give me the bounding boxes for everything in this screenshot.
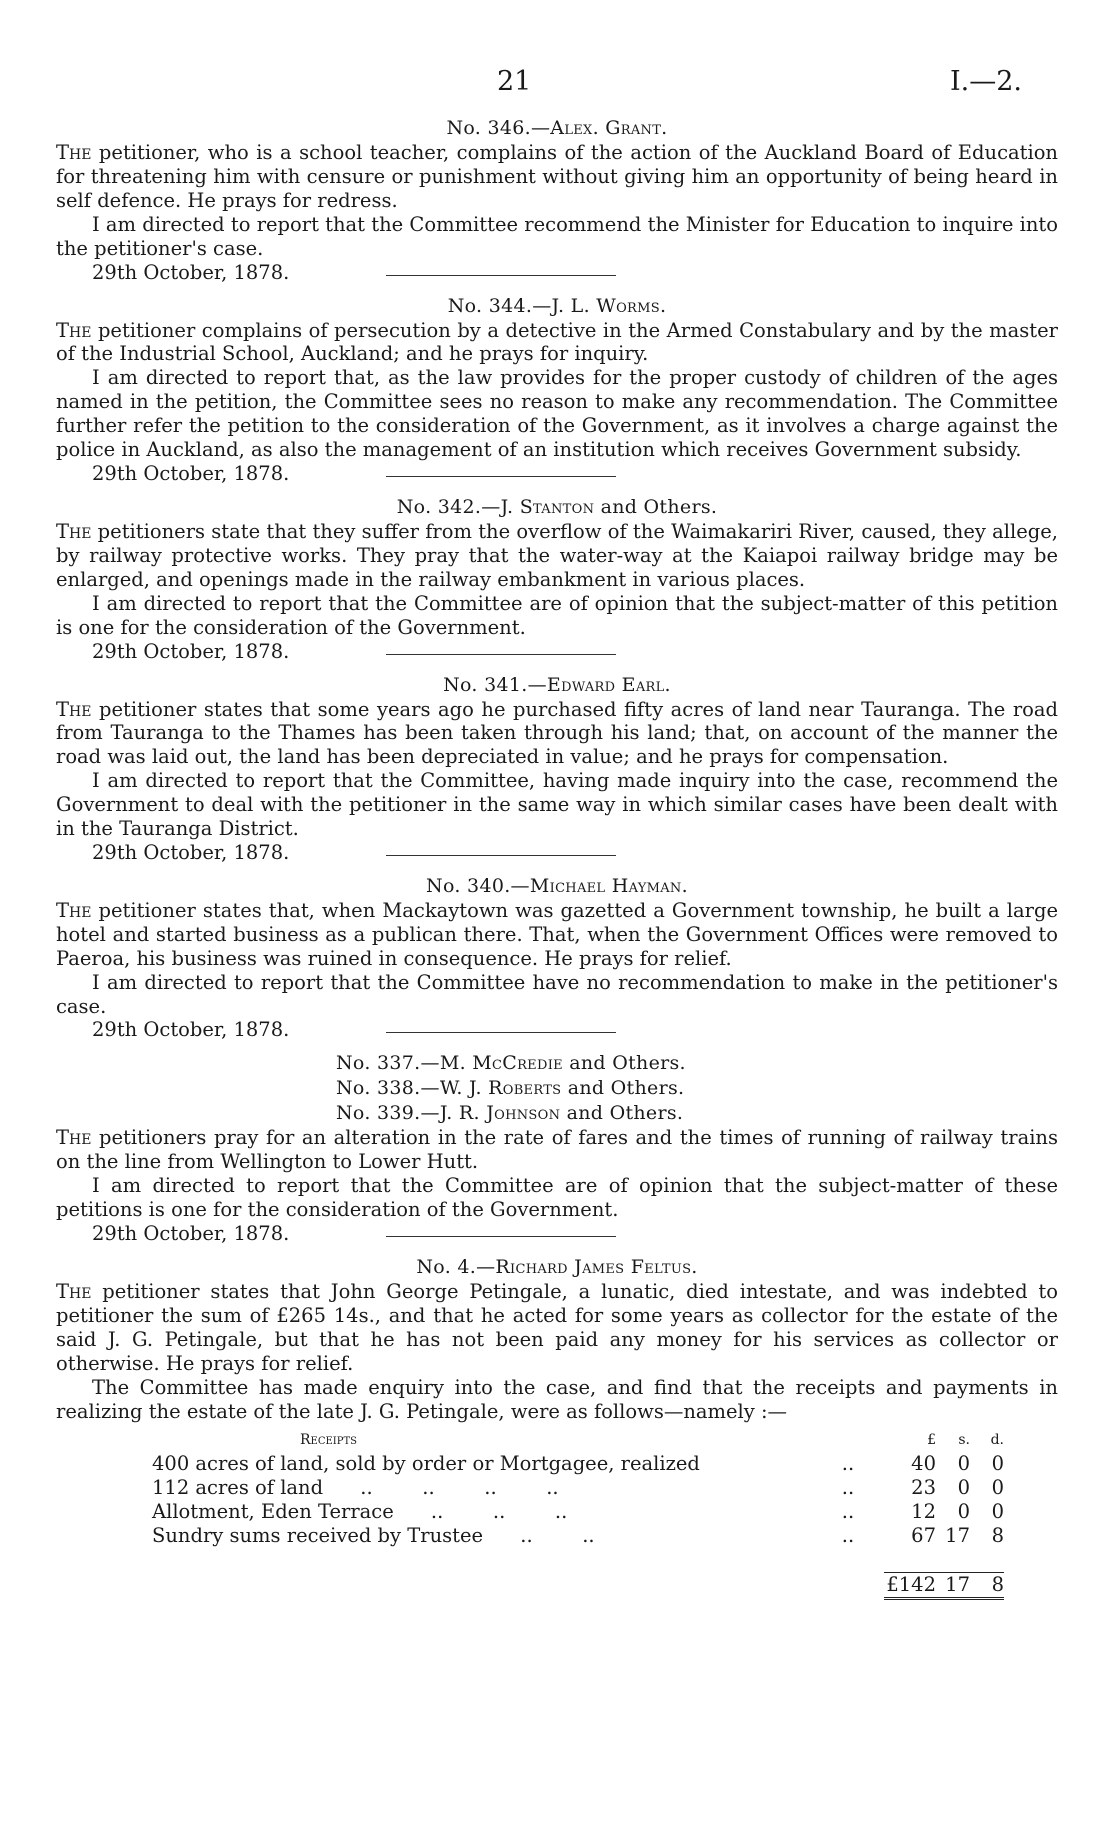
petition-number: No. 4.— [416,1256,496,1279]
statement-text: petitioners state that they suffer from the overflow of the Waimakariri River, caused, they allege, by railway protective works. They pray that the water-way at the Kaiapoi railway bridge may be enlarged, and openings made in the railway embankment in various places. [56,519,1058,591]
petition-number: No. 341.— [443,673,547,696]
receipts-row [152,1524,1004,1548]
petition-statement [56,319,1058,367]
receipts-heading: Receipts [300,1431,357,1448]
petition-statement [56,141,1058,213]
petition-340 [56,874,1058,1044]
petitioner-name: Edward Earl. [546,673,671,696]
total-pounds: £142 [884,1572,936,1598]
statement-text: petitioner states that, when Mackaytown was gazetted a Government township, he built a large hotel and started business as a publican there. That, when the Government Offices were removed to Paeroa, his business was ruined in consequence. He prays for relief. [56,898,1058,970]
petitioner-suffix: and Others. [562,1052,686,1075]
petitioner-suffix: and Others. [594,495,718,518]
receipt-description: Allotment, Eden Terrace .. .. .. [152,1499,568,1523]
petition-346 [56,116,1058,286]
report-date: 29th October, 1878. [92,461,290,485]
receipts-row [152,1500,1004,1524]
statement-lead: The [56,519,92,543]
statement-lead: The [56,141,92,164]
section-divider [386,476,616,477]
petitioner-name: Roberts [488,1077,562,1100]
committee-report: I am directed to report that the Committee recommend the Minister for Education to inquire into the petitioner's case. [56,212,1058,260]
page-number: 21 [497,66,532,97]
petition-heading [56,874,1058,898]
report-date: 29th October, 1878. [92,1018,290,1042]
petitioner-name: Richard James Feltus. [495,1256,698,1279]
petition-heading [56,294,1058,318]
total-shillings: 17 [936,1572,970,1598]
petition-heading [56,495,1058,519]
petitioner-name: Johnson [486,1102,561,1125]
petition-heading [56,1076,1058,1100]
statement-text: petitioner states that John George Petingale, a lunatic, died intestate, and was indebted to petitioner the sum of £265 14s., and that he acted for some years as collector for the estate of the said J. G. Petingale, but that he has not been paid any money for his services as collector or otherwise. He prays for relief. [56,1280,1058,1375]
petition-statement [56,899,1058,971]
receipt-shillings: 0 [957,1499,970,1523]
receipt-pence: 8 [991,1523,1004,1547]
report-date: 29th October, 1878. [92,260,290,284]
statement-lead: The [56,697,92,721]
document-reference: I.—2. [950,66,1023,97]
statement-lead: The [56,1280,92,1304]
petition-statement [56,1280,1058,1376]
receipt-description: Sundry sums received by Trustee .. .. [152,1523,595,1547]
petition-heading [56,1255,1058,1279]
total-pence: 8 [970,1572,1004,1598]
receipts-table [152,1428,1004,1600]
petition-statement [56,1126,1058,1174]
petition-heading [56,1051,1058,1075]
committee-report: The Committee has made enquiry into the case, and find that the receipts and payments in realizing the estate of the late J. G. Petingale, were as follows—namely :— [56,1375,1058,1423]
statement-lead: The [56,1126,92,1150]
committee-report: I am directed to report that the Committee have no recommendation to make in the petitioner's case. [56,970,1058,1018]
petition-statement [56,698,1058,770]
section-divider [386,275,616,276]
section-divider [386,855,616,856]
petition-number: No. 344.— [447,294,552,317]
receipts-row [152,1476,1004,1500]
petition-number: No. 337.—M. [336,1052,473,1075]
receipt-pounds: 40 [911,1451,936,1475]
committee-report: I am directed to report that, as the law provides for the proper custody of children of the ages named in the petition, the Committee sees no reason to make any recommendation. The Committee further refer the petition to the consideration of the Government, as it involves a charge against the police in Auckland, as also the management of an institution which receives Government subsidy. [56,366,1058,462]
col-shillings: s. [958,1431,970,1448]
receipts-header-row [152,1428,1004,1452]
statement-text: petitioner states that some years ago he purchased fifty acres of land near Tauranga. The road from Tauranga to the Thames has been taken through his land; that, on account of the manner the road was laid out, the land has been depreciated in value; and he prays for compensation. [56,697,1058,769]
leader-dots: .. [841,1499,855,1523]
section-divider [386,654,616,655]
petition-heading [56,116,1058,140]
section-divider [386,1032,616,1033]
petition-heading [56,673,1058,697]
receipt-pence: 0 [991,1499,1004,1523]
leader-dots: .. [841,1523,855,1547]
petitioner-name: J. L. Worms. [551,294,667,317]
petition-number: No. 340.— [426,874,530,897]
receipt-pounds: 67 [911,1523,936,1547]
committee-report: I am directed to report that the Committee, having made inquiry into the case, recommend the Government to deal with the petitioner in the same way in which similar cases have been dealt with in the Tauranga District. [56,769,1058,841]
petitioner-name: Michael Hayman. [529,874,688,897]
petition-number: No. 346.— [446,117,551,139]
petition-number: No. 339.—J. R. [336,1102,487,1125]
receipt-pence: 0 [991,1475,1004,1499]
report-date: 29th October, 1878. [92,639,290,663]
petition-4 [56,1255,1058,1599]
statement-text: petitioner, who is a school teacher, complains of the action of the Auckland Board of Education for threatening him with censure or punishment without giving him an opportunity of being heard in self defence. He prays for redress. [56,141,1058,212]
report-date: 29th October, 1878. [92,840,290,864]
petition-344 [56,294,1058,487]
receipt-shillings: 0 [957,1451,970,1475]
petition-342 [56,495,1058,665]
petitioner-suffix: and Others. [560,1102,684,1125]
petition-341 [56,673,1058,866]
statement-text: petitioners pray for an alteration in the rate of fares and the times of running of railway trains on the line from Wellington to Lower Hutt. [56,1126,1058,1174]
leader-dots: .. [841,1451,855,1475]
statement-lead: The [56,318,92,342]
receipt-description: 400 acres of land, sold by order or Mortgagee, realized [152,1451,700,1475]
receipts-total-row [152,1572,1004,1598]
committee-report: I am directed to report that the Committee are of opinion that the subject-matter of these petitions is one for the consideration of the Government. [56,1174,1058,1222]
statement-text: petitioner complains of persecution by a detective in the Armed Constabulary and by the master of the Industrial School, Auckland; and he prays for inquiry. [56,318,1058,366]
petition-number: No. 342.— [396,495,501,518]
col-pounds: £ [927,1431,936,1448]
petitioner-suffix: and Others. [561,1077,685,1100]
col-pence: d. [990,1431,1004,1448]
petition-337-339 [56,1051,1058,1247]
document-body [56,108,1058,1600]
receipt-pounds: 12 [911,1499,936,1523]
petition-statement [56,520,1058,592]
leader-dots: .. [841,1475,855,1499]
report-date: 29th October, 1878. [92,1222,290,1246]
receipts-row [152,1452,1004,1476]
petition-number: No. 338.—W. J. [336,1077,489,1100]
petition-heading [56,1101,1058,1125]
receipt-description: 112 acres of land .. .. .. .. [152,1475,559,1499]
page-header [0,66,1114,106]
receipt-pounds: 23 [911,1475,936,1499]
statement-lead: The [56,898,92,922]
receipt-shillings: 0 [957,1475,970,1499]
section-divider [386,1236,616,1237]
committee-report: I am directed to report that the Committee are of opinion that the subject-matter of this petition is one for the consideration of the Government. [56,591,1058,639]
petitioner-name: McCredie [472,1052,563,1075]
petitioner-name: J. Stanton [500,495,595,518]
petitioner-name: Alex. Grant. [550,117,668,139]
receipts-spacer-row [152,1548,1004,1573]
receipt-shillings: 17 [945,1523,970,1547]
receipt-pence: 0 [991,1451,1004,1475]
